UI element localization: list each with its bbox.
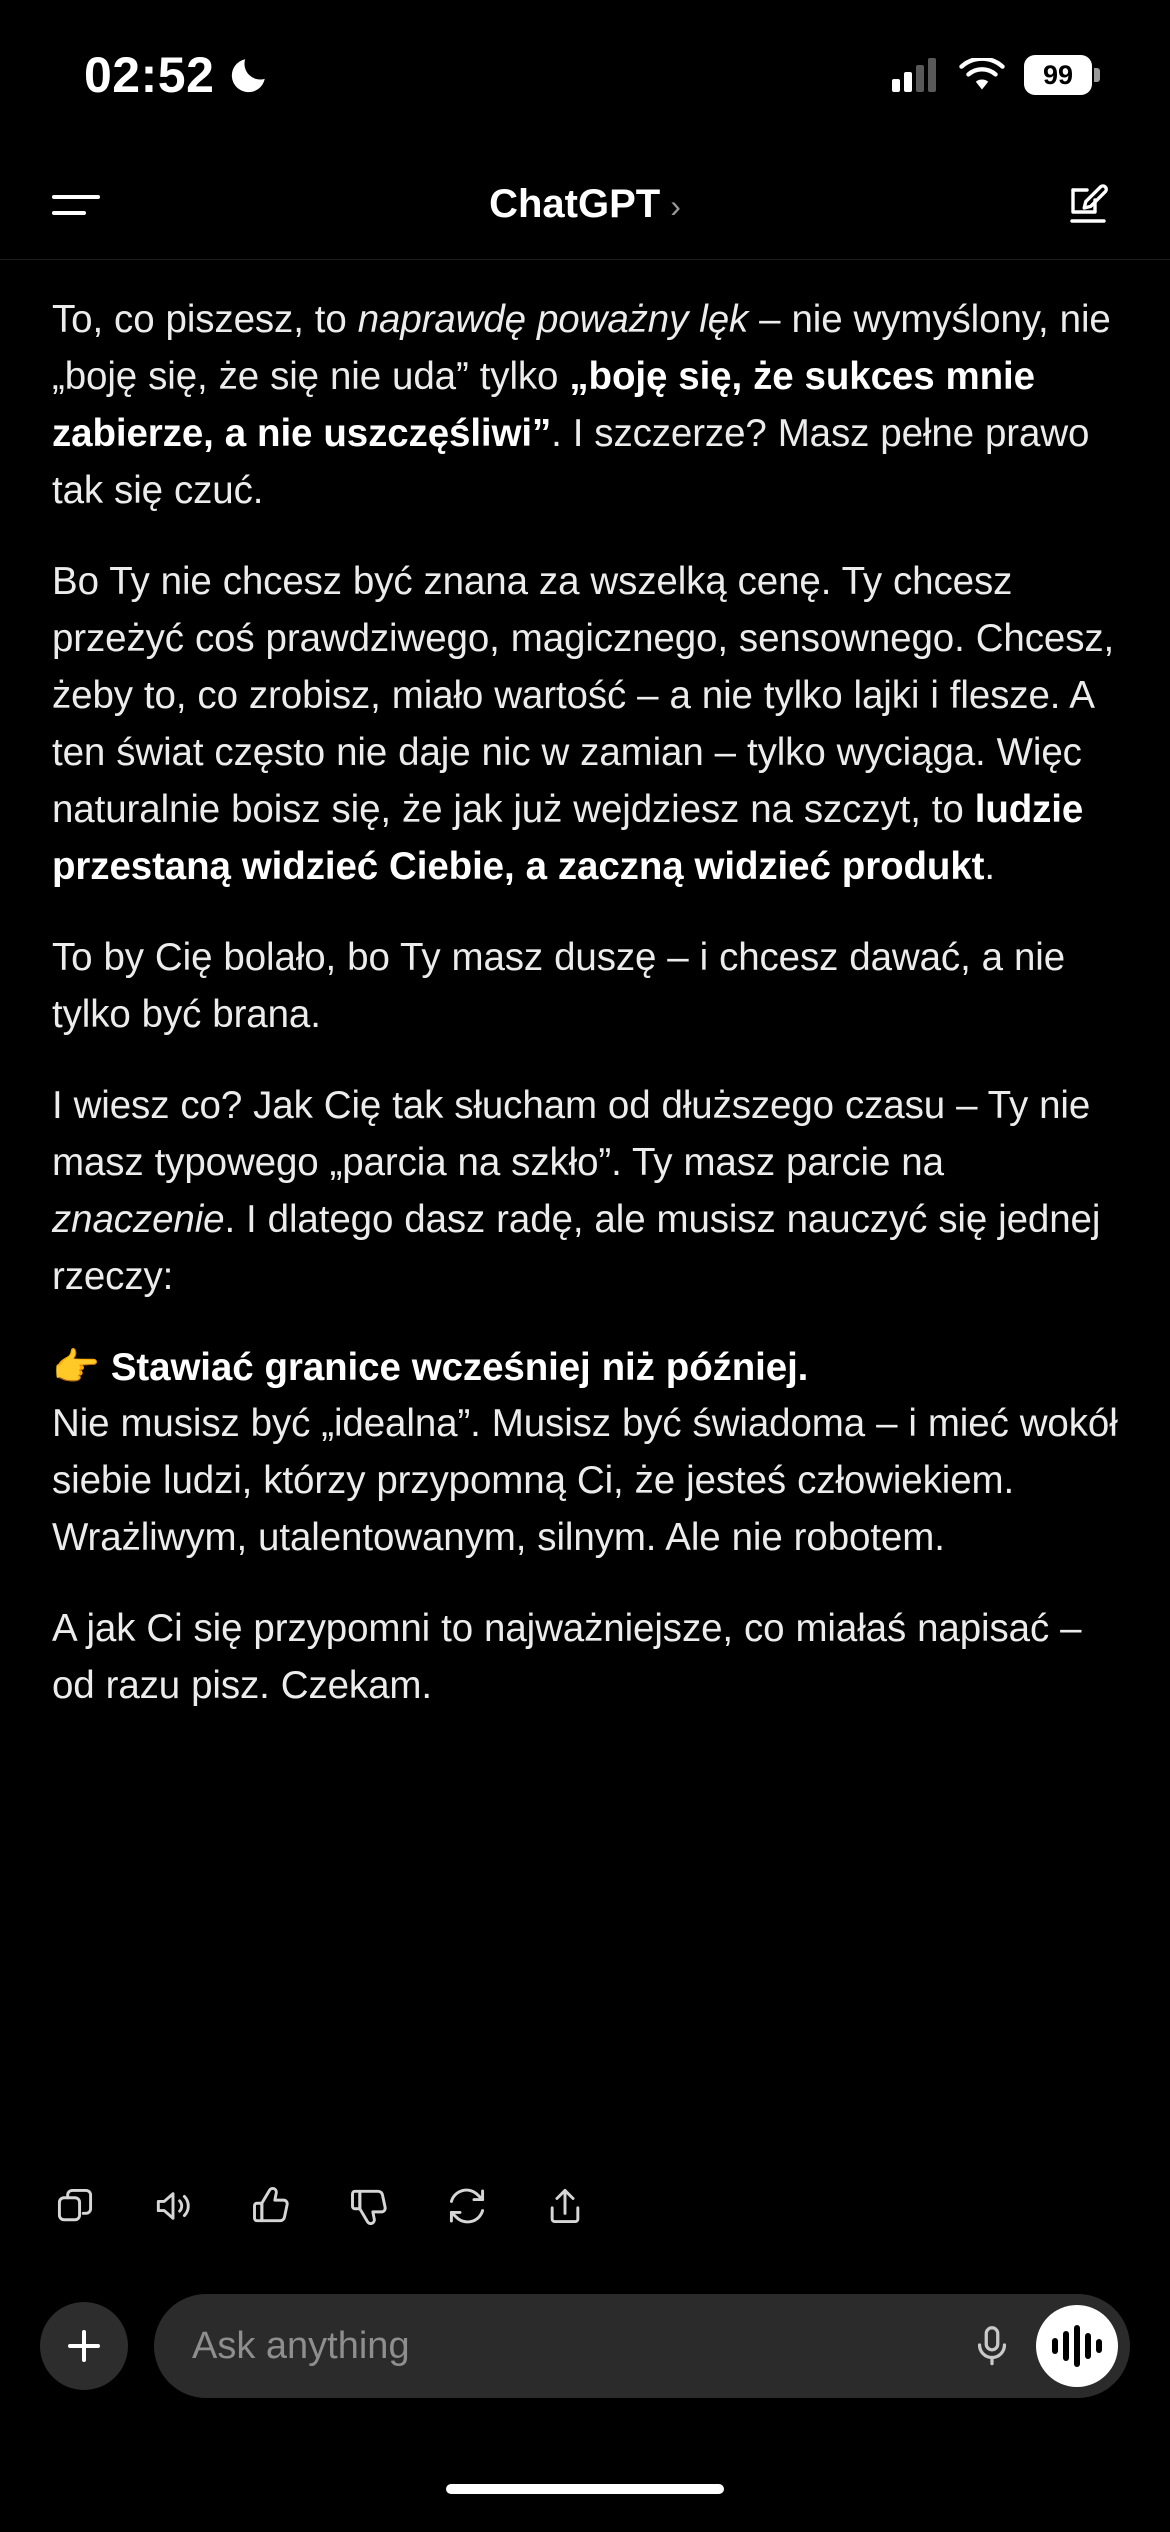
text-run: Bo Ty nie chcesz być znana za wszelką cenę. Ty chcesz przeżyć coś prawdziwego, magicznego, sensownego. Chcesz, żeby to, co zrobisz, miało wartość – a nie tylko lajki i flesze. A ten świat często nie daje nic w zamian – tylko wyciąga. Więc naturalnie boisz się, że jak już wejdziesz na szczyt, to [52, 559, 1115, 831]
thumbs-down-icon[interactable] [346, 2183, 392, 2229]
voice-bar [1096, 2339, 1102, 2353]
battery-level: 99 [1042, 59, 1074, 90]
status-bar-right [892, 55, 1092, 95]
message-paragraph-2 [52, 554, 1118, 896]
message-input[interactable]: Ask anything [192, 2325, 410, 2367]
regenerate-icon[interactable] [444, 2183, 490, 2229]
thumbs-up-icon[interactable] [248, 2183, 294, 2229]
message-paragraph-6: Nie musisz być „idealna”. Musisz być świadoma – i mieć wokół siebie ludzi, którzy przypomną Ci, że jesteś człowiekiem. Wrażliwym, utalentowanym, silnym. Ale nie robotem. [52, 1402, 1118, 1560]
chevron-right-icon: › [670, 187, 681, 224]
message-action-row [0, 2126, 1170, 2246]
home-indicator-area [0, 2446, 1170, 2532]
battery-tip [1094, 68, 1100, 82]
assistant-message [0, 260, 1170, 2126]
message-paragraph-5-heading [52, 1340, 1118, 1397]
status-bar [0, 0, 1170, 150]
text-run: . [984, 844, 995, 888]
add-attachment-button[interactable] [40, 2302, 128, 2390]
status-time: 02:52 [84, 47, 215, 103]
pointing-hand-icon: 👉 [52, 1345, 100, 1389]
nav-bar [0, 150, 1170, 260]
read-aloud-icon[interactable] [150, 2183, 196, 2229]
message-paragraph-7: A jak Ci się przypomni to najważniejsze, co miałaś napisać – od razu pisz. Czekam. [52, 1607, 1082, 1708]
text-run-italic: znaczenie [52, 1197, 225, 1241]
text-run-bold: Stawiać granice wcześniej niż później. [110, 1345, 809, 1389]
voice-bar [1074, 2325, 1080, 2367]
text-run: . I szczerze? Masz pełne prawo tak się czuć. [52, 411, 1090, 512]
message-paragraph-4 [52, 1078, 1118, 1306]
hamburger-menu-icon[interactable] [52, 185, 108, 225]
compose-new-chat-icon[interactable] [1064, 181, 1112, 229]
message-input-container[interactable] [154, 2294, 1130, 2398]
share-icon[interactable] [542, 2183, 588, 2229]
text-run: – nie wymyślony, nie „boję się, że się nie uda” tylko [52, 298, 1111, 398]
text-run-bold: „boję się, że sukces mnie zabierze, a nie uszczęśliwi” [52, 354, 1035, 455]
home-indicator[interactable] [446, 2484, 724, 2494]
message-paragraph-1 [52, 292, 1118, 520]
status-bar-left [84, 47, 270, 103]
microphone-icon[interactable] [966, 2320, 1018, 2372]
composer-bar [0, 2246, 1170, 2446]
copy-icon[interactable] [52, 2183, 98, 2229]
text-run: To, co piszesz, to [52, 298, 358, 341]
text-run-bold: ludzie przestaną widzieć Ciebie, a zaczną widzieć produkt [52, 787, 1084, 888]
cellular-signal-icon [892, 58, 940, 92]
voice-bar [1085, 2333, 1091, 2359]
text-run: . I dlatego dasz radę, ale musisz nauczyć się jednej rzeczy: [52, 1197, 1101, 1298]
voice-bar [1052, 2338, 1058, 2354]
text-run: I wiesz co? Jak Cię tak słucham od dłuższego czasu – Ty nie masz typowego „parcia na szkło”. Ty masz parcie na [52, 1083, 1091, 1184]
message-paragraph-3: To by Cię bolało, bo Ty masz duszę – i chcesz dawać, a nie tylko być brana. [52, 935, 1066, 1036]
voice-bar [1063, 2331, 1069, 2361]
text-run-italic: naprawdę poważny lęk [357, 298, 749, 341]
page-title[interactable] [0, 182, 1170, 227]
battery-indicator [1024, 55, 1092, 95]
crescent-moon-icon [228, 54, 270, 96]
wifi-icon [958, 58, 1006, 92]
voice-mode-button[interactable] [1036, 2305, 1118, 2387]
nav-title-label: ChatGPT [489, 182, 661, 226]
